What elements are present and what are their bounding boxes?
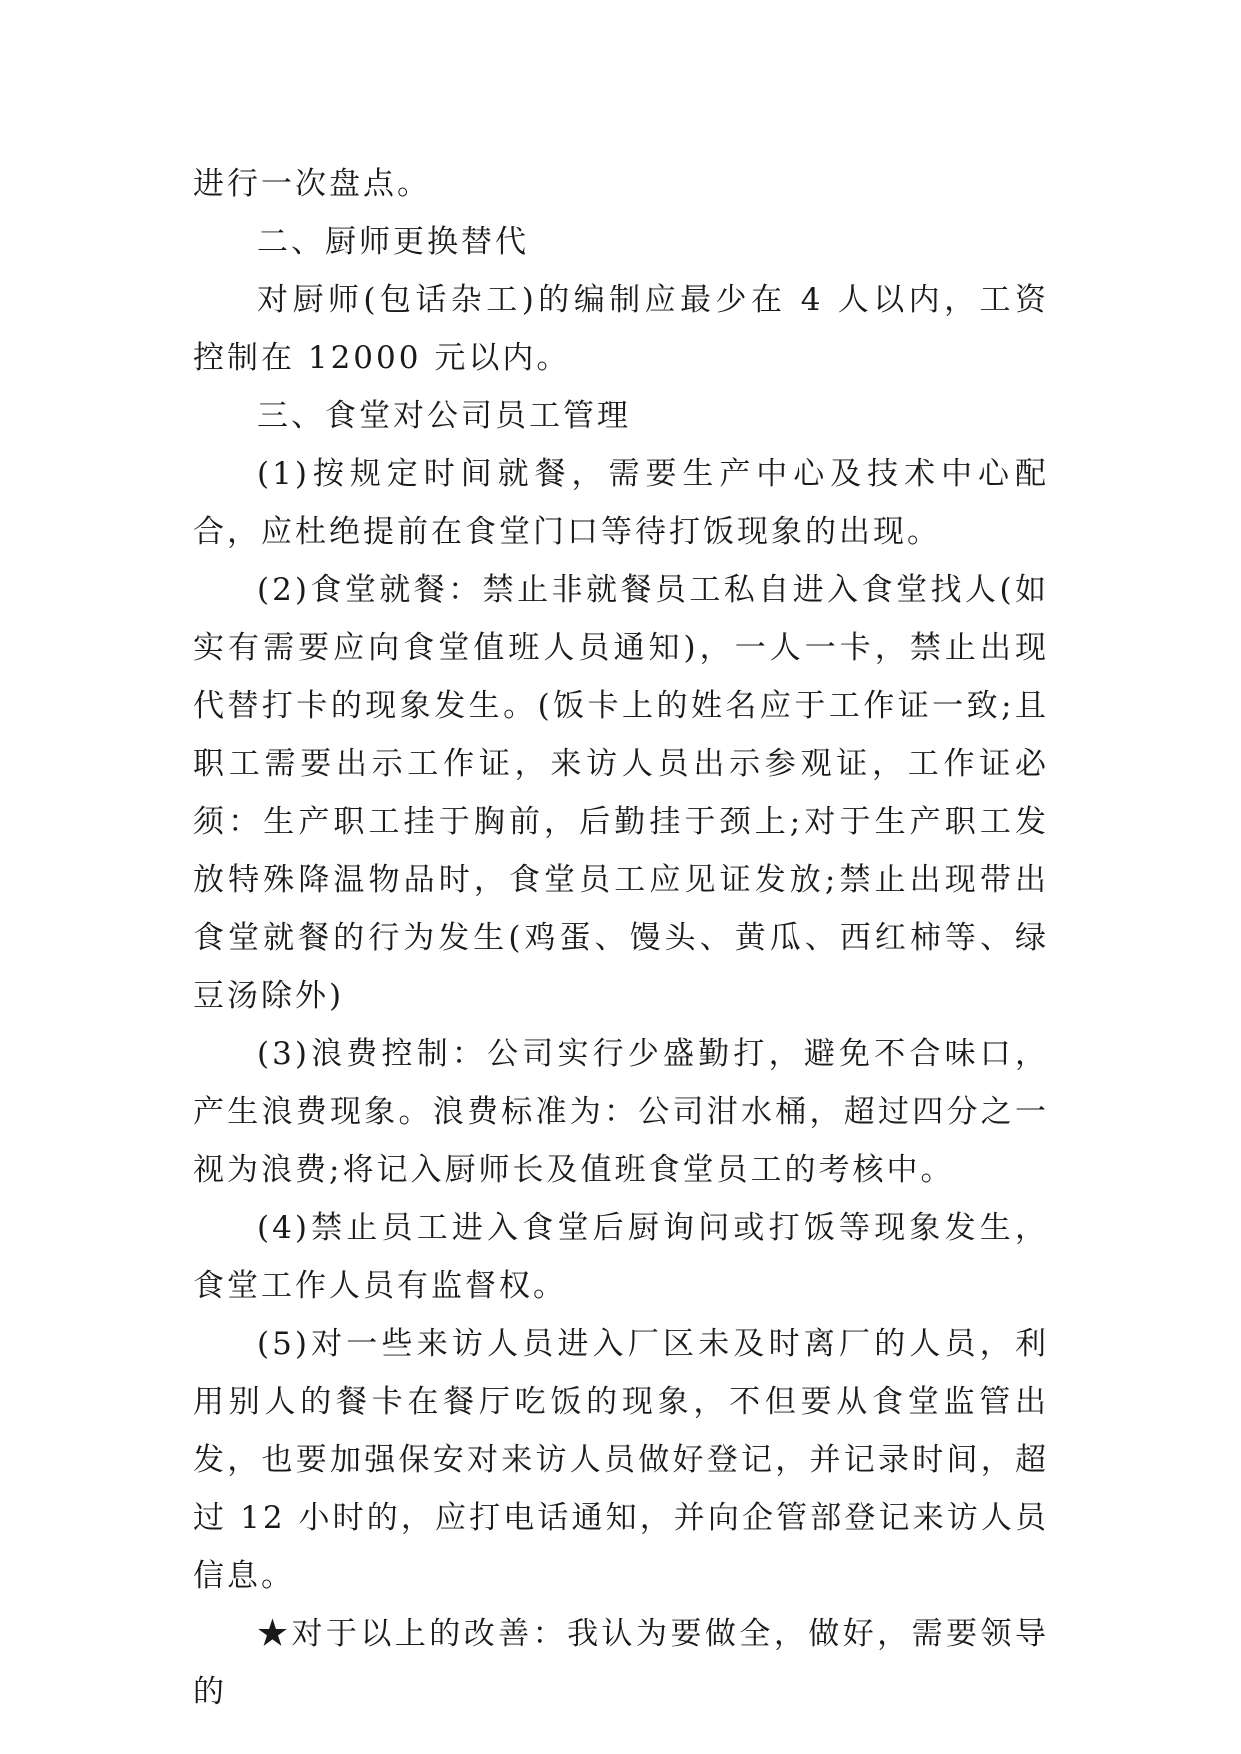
section-heading-chef-replacement: 二、厨师更换替代: [257, 224, 529, 260]
paragraph-item-3: (3)浪费控制：公司实行少盛勤打，避免不合味口，产生浪费现象。浪费标准为：公司泔水桶，超过四分之一视为浪费;将记入厨师长及值班食堂员工的考核中。: [193, 1036, 1049, 1188]
paragraph-continuation: 进行一次盘点。: [193, 166, 431, 202]
paragraph-item-1: (1)按规定时间就餐，需要生产中心及技术中心配合，应杜绝提前在食堂门口等待打饭现象的出现。: [193, 456, 1049, 550]
paragraph-item-4: (4)禁止员工进入食堂后厨询问或打饭等现象发生，食堂工作人员有监督权。: [193, 1210, 1049, 1304]
section-heading-staff-management: 三、食堂对公司员工管理: [257, 398, 631, 434]
paragraph-improvement-note: ★对于以上的改善：我认为要做全，做好，需要领导的: [193, 1616, 1049, 1710]
document-body: [193, 155, 1049, 1721]
paragraph-item-2: (2)食堂就餐：禁止非就餐员工私自进入食堂找人(如实有需要应向食堂值班人员通知)，一人一卡，禁止出现代替打卡的现象发生。(饭卡上的姓名应于工作证一致;且职工需要出示工作证，来访人员出示参观证，工作证必须：生产职工挂于胸前，后勤挂于颈上;对于生产职工发放特殊降温物品时，食堂员工应见证发放;禁止出现带出食堂就餐的行为发生(鸡蛋、馒头、黄瓜、西红柿等、绿豆汤除外): [193, 572, 1049, 1014]
paragraph-item-5: (5)对一些来访人员进入厂区未及时离厂的人员，利用别人的餐卡在餐厅吃饭的现象，不但要从食堂监管出发，也要加强保安对来访人员做好登记，并记录时间，超过 12 小时的，应打电话通知，并向企管部登记来访人员信息。: [193, 1326, 1049, 1594]
paragraph-chef-staffing: 对厨师(包话杂工)的编制应最少在 4 人以内，工资控制在 12000 元以内。: [193, 282, 1049, 376]
